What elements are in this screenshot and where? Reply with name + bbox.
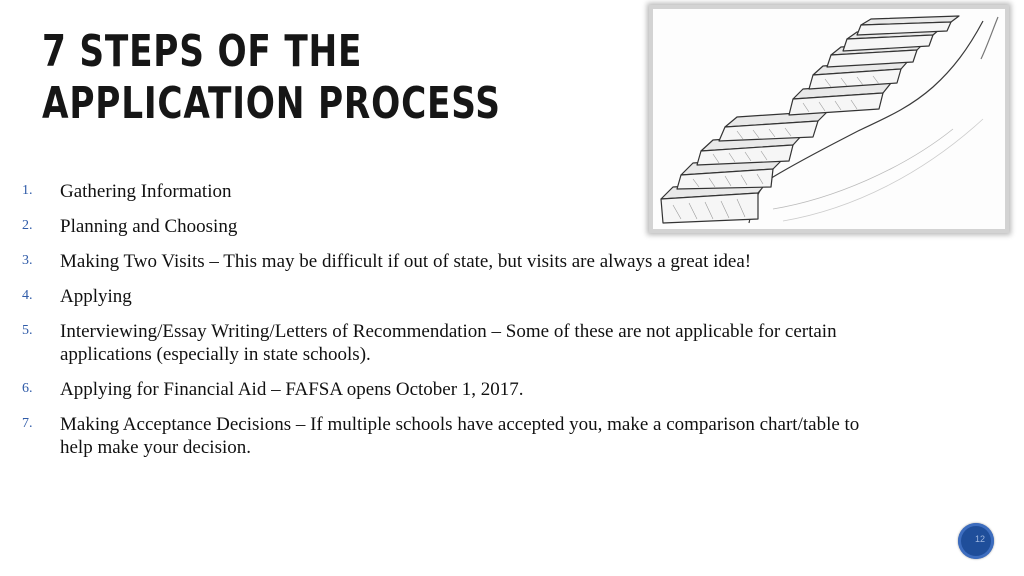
steps-list (22, 180, 922, 471)
list-item (22, 285, 922, 308)
step-text: Interviewing/Essay Writing/Letters of Recommendation – Some of these are not applicable for certain applications (especially in state schools). (60, 321, 837, 365)
step-number: 4. (22, 288, 33, 303)
step-text: Applying (60, 286, 132, 307)
step-text: Applying for Financial Aid – FAFSA opens October 1, 2017. (60, 379, 524, 400)
step-text: Planning and Choosing (60, 216, 238, 237)
step-number: 2. (22, 218, 33, 233)
step-number: 1. (22, 183, 33, 198)
slide-title-line-2: APPLICATION PROCESS (42, 78, 501, 129)
slide-title-line-1: 7 STEPS OF THE (42, 26, 363, 77)
slide-title (42, 26, 501, 130)
step-text: Making Two Visits – This may be difficult if out of state, but visits are always a great idea! (60, 251, 752, 272)
list-item (22, 215, 922, 238)
page-number-badge (958, 523, 994, 559)
step-number: 5. (22, 323, 33, 338)
step-text: Making Acceptance Decisions – If multiple schools have accepted you, make a comparison chart/table to help make your decision. (60, 414, 860, 458)
page-number: 12 (974, 534, 985, 544)
list-item (22, 413, 890, 459)
list-item (22, 378, 922, 401)
list-item (22, 180, 922, 203)
step-number: 3. (22, 253, 33, 268)
list-item (22, 250, 922, 273)
step-text: Gathering Information (60, 181, 232, 202)
step-number: 7. (22, 416, 33, 431)
list-item (22, 320, 890, 366)
step-number: 6. (22, 381, 33, 396)
